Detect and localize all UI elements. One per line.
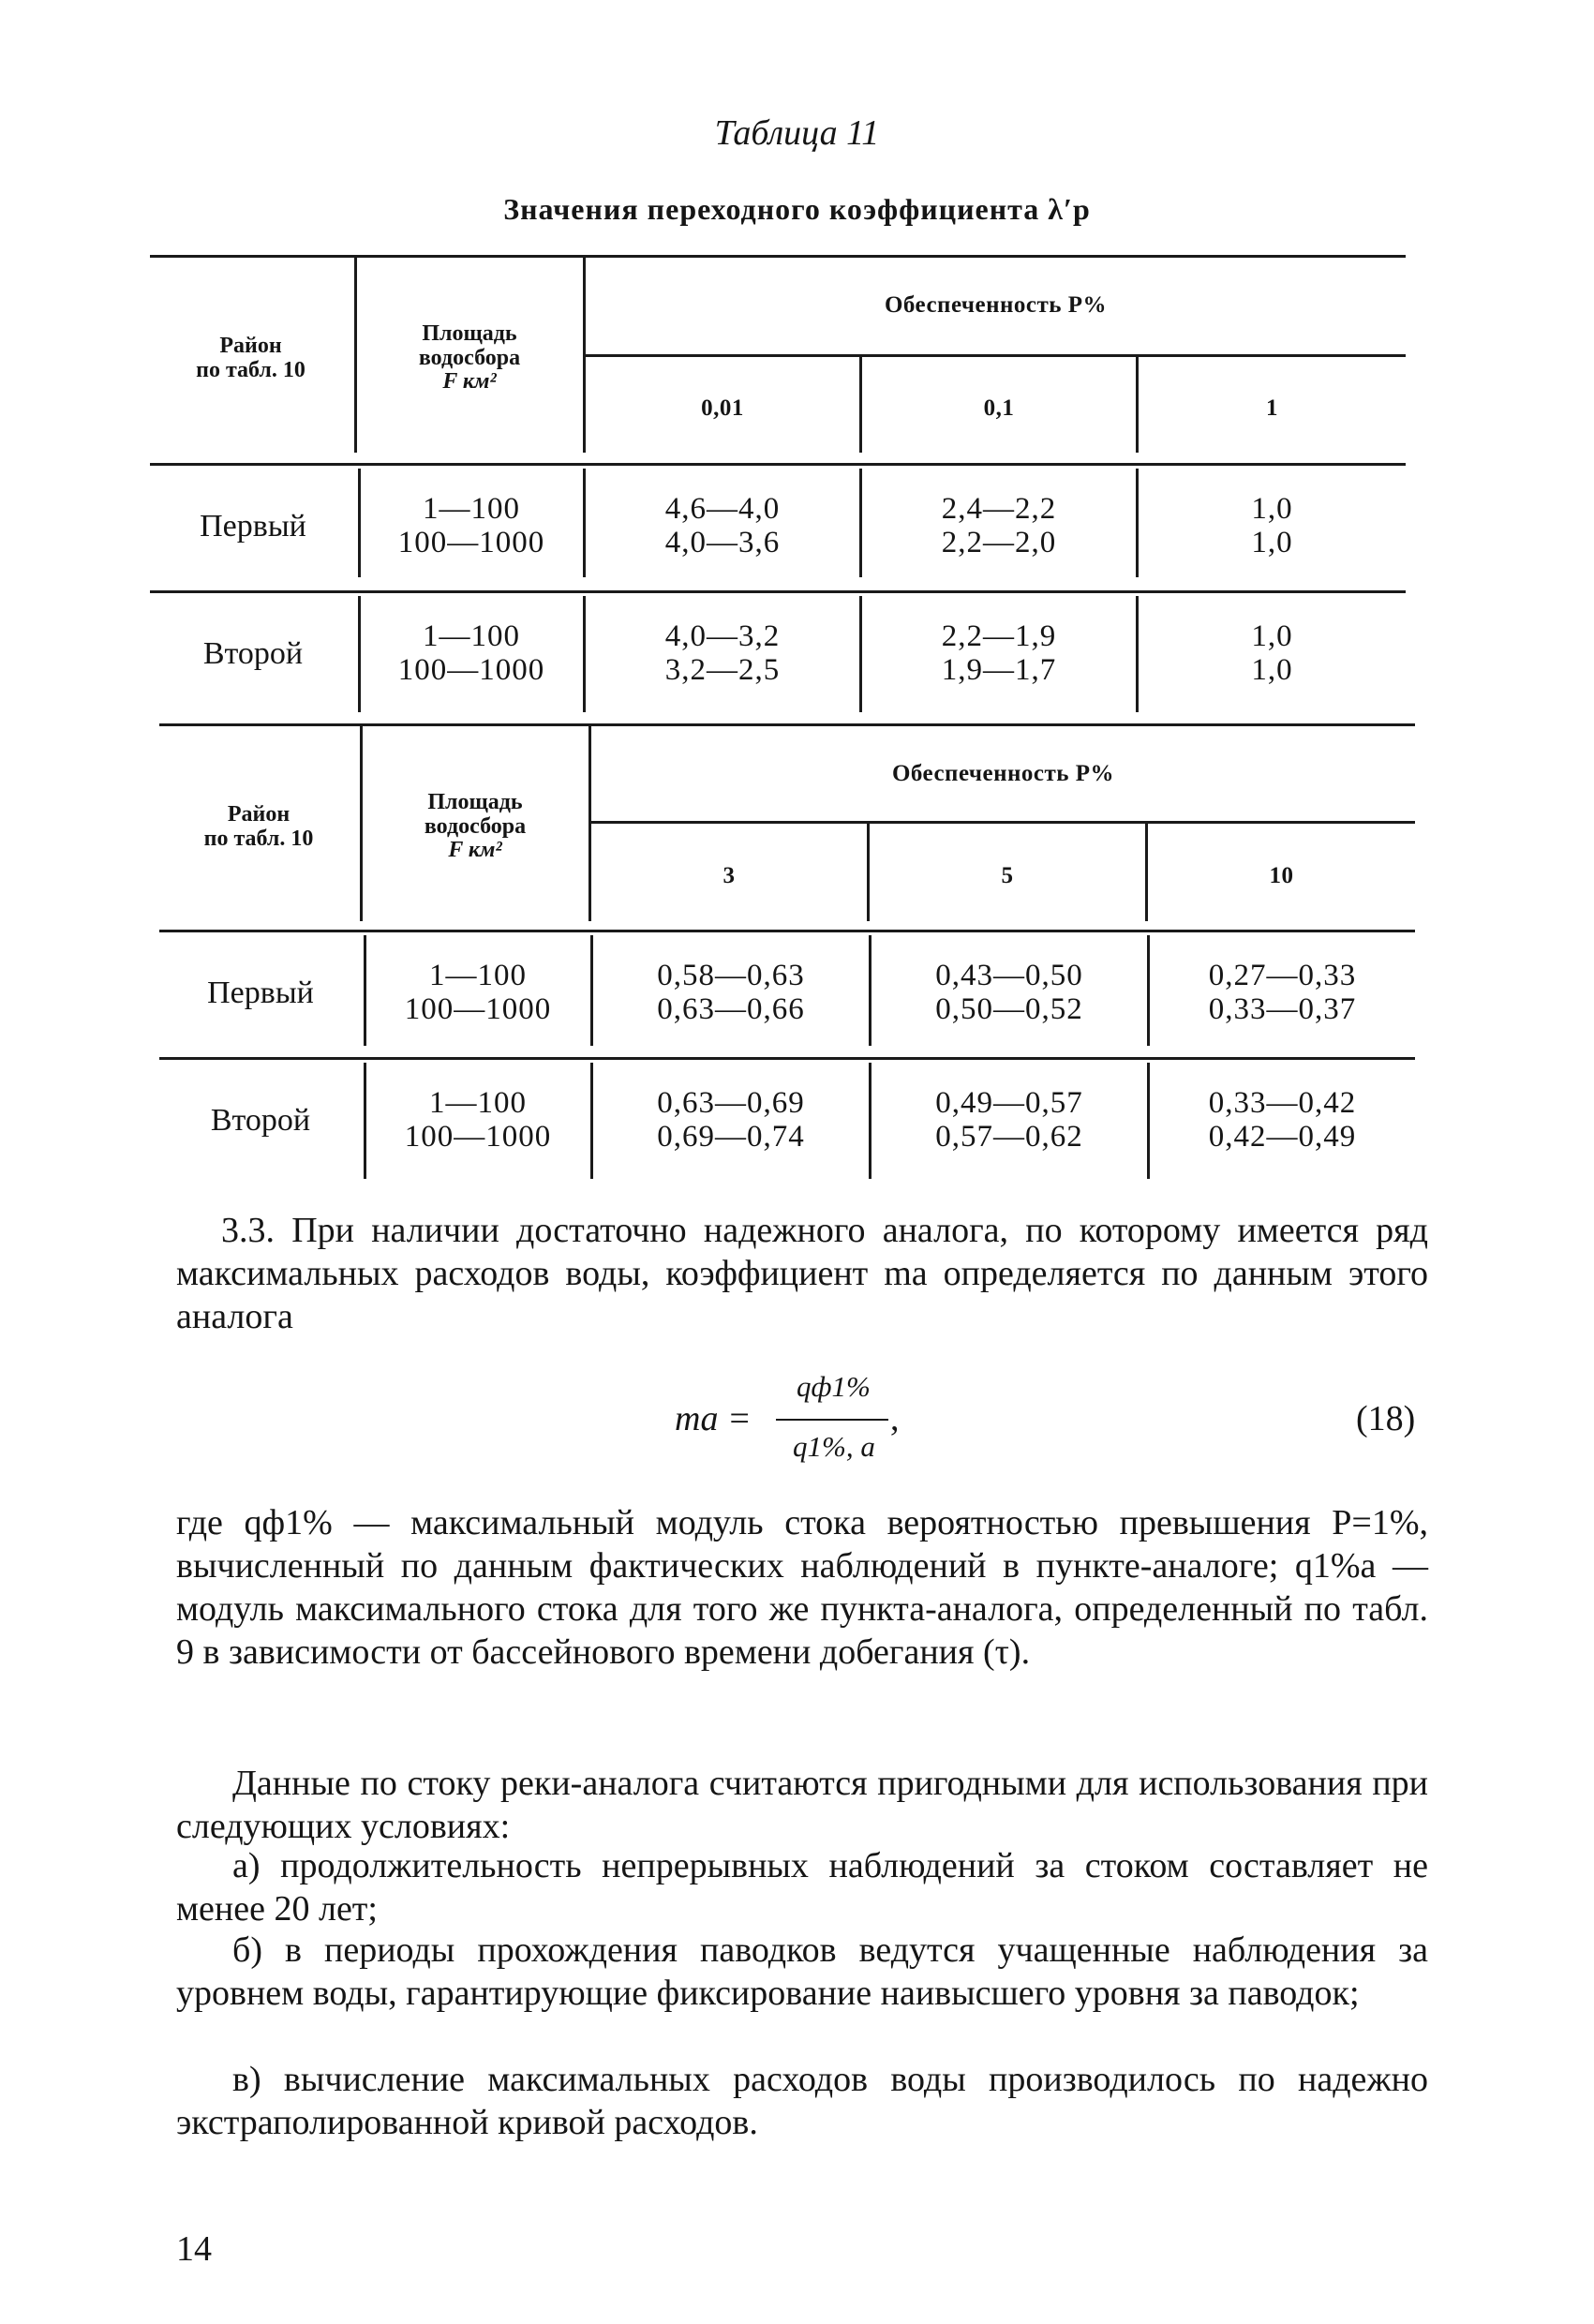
- cell-value: 1,0: [1251, 526, 1293, 559]
- table-cell: [862, 466, 1136, 588]
- cell-value: 0,43—0,50: [935, 959, 1083, 993]
- cell-value: 0,63—0,69: [657, 1086, 805, 1121]
- cell-value: 4,6—4,0: [664, 492, 781, 527]
- area-range: 1—100: [429, 1086, 527, 1121]
- row-region: [159, 1060, 362, 1182]
- header-probability-label: Обеспеченность P%: [891, 760, 1115, 786]
- cell-value: 2,4—2,2: [941, 492, 1057, 527]
- cell-value: 2,2—2,0: [941, 526, 1057, 559]
- row-region: [150, 466, 356, 588]
- row-region: [150, 593, 356, 715]
- col-header: [586, 356, 859, 459]
- col-header-label: 3: [723, 863, 736, 888]
- cell-value: 0,49—0,57: [935, 1086, 1083, 1121]
- cell-value: 0,50—0,52: [935, 992, 1083, 1026]
- cell-value: 4,0—3,6: [664, 526, 781, 559]
- row-area: [365, 1060, 590, 1182]
- area-range: 100—1000: [404, 992, 552, 1026]
- header-area-line1: Площадь: [422, 320, 517, 346]
- col-header: [591, 824, 867, 928]
- row-region-label: Второй: [210, 1102, 311, 1138]
- table-cell: [586, 466, 859, 588]
- cell-value: 0,27—0,33: [1208, 959, 1357, 993]
- col-header-label: 10: [1269, 863, 1294, 888]
- table-title: Значения переходного коэффициента λ′р: [503, 192, 1091, 226]
- table-cell: [871, 932, 1147, 1054]
- paragraph-conditions: Данные по стоку реки-аналога считаются пригодными для использования при следующих условиях:: [176, 1764, 1428, 1846]
- table-cell: [593, 1060, 869, 1182]
- header-probability-label: Обеспеченность P%: [884, 291, 1108, 318]
- formula-comma: ,: [890, 1399, 900, 1438]
- header-area: [362, 726, 588, 928]
- row-area: [360, 593, 583, 715]
- header-probability: [591, 726, 1415, 820]
- row-region-label: Первый: [207, 975, 314, 1010]
- table-cell: [1150, 932, 1415, 1054]
- header-area-line3: F км²: [442, 369, 497, 395]
- header-area-line2: водосбора: [418, 345, 521, 370]
- table-cell: [1139, 466, 1406, 588]
- formula-numerator: qф1%: [797, 1370, 871, 1403]
- col-header-label: 0,1: [983, 395, 1015, 421]
- col-header: [1139, 356, 1406, 459]
- table-cell: [871, 1060, 1147, 1182]
- formula-lhs: mа =: [675, 1399, 752, 1438]
- header-region: [159, 726, 358, 928]
- area-range: 100—1000: [397, 653, 545, 687]
- cell-value: 1,0: [1251, 653, 1293, 687]
- cell-value: 0,42—0,49: [1208, 1120, 1357, 1154]
- col-header-label: 5: [1001, 863, 1014, 888]
- cell-value: 0,63—0,66: [657, 992, 805, 1026]
- area-range: 1—100: [429, 959, 527, 993]
- row-area: [360, 466, 583, 588]
- cell-value: 0,57—0,62: [935, 1120, 1083, 1154]
- header-area-line3: F км²: [448, 838, 502, 863]
- col-header-label: 1: [1266, 395, 1278, 421]
- header-area: [356, 258, 583, 459]
- table-cell: [593, 932, 869, 1054]
- header-area-line1: Площадь: [427, 789, 523, 814]
- formula-number: (18): [1356, 1399, 1416, 1438]
- area-range: 100—1000: [404, 1120, 552, 1154]
- cell-value: 3,2—2,5: [664, 653, 781, 687]
- table-cell: [862, 593, 1136, 715]
- col-header: [870, 824, 1145, 928]
- cell-value: 1,9—1,7: [941, 653, 1057, 687]
- col-header-label: 0,01: [701, 395, 744, 421]
- table-number: Таблица 11: [714, 113, 880, 153]
- cell-value: 0,33—0,42: [1208, 1086, 1357, 1121]
- area-range: 100—1000: [397, 526, 545, 559]
- header-probability: [586, 258, 1406, 351]
- row-region-label: Первый: [200, 508, 306, 544]
- header-region-line1: Район: [227, 801, 290, 827]
- cell-value: 0,69—0,74: [657, 1120, 805, 1154]
- row-region-label: Второй: [202, 635, 304, 671]
- cell-value: 0,33—0,37: [1208, 992, 1357, 1026]
- row-region: [159, 932, 362, 1054]
- paragraph-condition-b: б) в периоды прохождения паводков ведутся учащенные наблюдения за уровнем воды, гарантирующие фиксирование наивысшего уровня за паводок;: [176, 1930, 1428, 2013]
- paragraph-condition-a: а) продолжительность непрерывных наблюдений за стоком составляет не менее 20 лет;: [176, 1846, 1428, 1929]
- col-header: [1148, 824, 1415, 928]
- cell-value: 2,2—1,9: [941, 619, 1057, 654]
- page-number: 14: [176, 2229, 212, 2269]
- area-range: 1—100: [423, 619, 520, 654]
- cell-value: 1,0: [1251, 492, 1293, 527]
- row-area: [365, 932, 590, 1054]
- paragraph-3-3: 3.3. При наличии достаточно надежного аналога, по которому имеется ряд максимальных расходов воды, коэффициент mа определяется по данным этого аналога: [176, 1211, 1428, 1336]
- cell-value: 1,0: [1251, 619, 1293, 654]
- table-cell: [586, 593, 859, 715]
- table-cell: [1139, 593, 1406, 715]
- area-range: 1—100: [423, 492, 520, 527]
- cell-value: 0,58—0,63: [657, 959, 805, 993]
- col-header: [862, 356, 1136, 459]
- header-area-line2: водосбора: [424, 813, 527, 839]
- paragraph-where: где qф1% — максимальный модуль стока вероятностью превышения P=1%, вычисленный по данным фактических наблюдений в пункте-аналоге; q1%а — модуль максимального стока для того же пункта-аналога, определенный по табл. 9 в зависимости от бассейнового времени добегания (τ).: [176, 1503, 1428, 1672]
- paragraph-condition-v: в) вычисление максимальных расходов воды производилось по надежно экстраполированной кривой расходов.: [176, 2060, 1428, 2142]
- header-region-line2: по табл. 10: [203, 826, 314, 851]
- header-region-line1: Район: [219, 333, 282, 358]
- formula-denominator: q1%, а: [793, 1430, 875, 1463]
- table-cell: [1150, 1060, 1415, 1182]
- header-region: [150, 258, 351, 459]
- header-region-line2: по табл. 10: [196, 357, 305, 382]
- cell-value: 4,0—3,2: [664, 619, 781, 654]
